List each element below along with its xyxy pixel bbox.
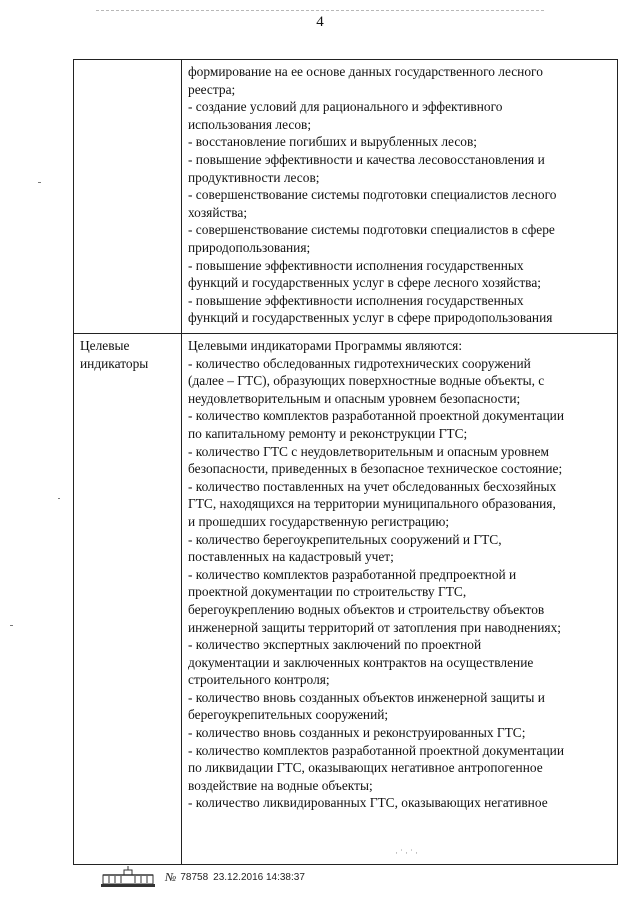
doc-timestamp: 23.12.2016 14:38:37 (213, 871, 305, 883)
text-line: и прошедших государственную регистрацию; (188, 513, 450, 529)
text-line: воздействие на водные объекты; (188, 777, 373, 793)
text-line: - количество вновь созданных объектов инженерной защиты и (188, 689, 545, 705)
text-line: - совершенствование системы подготовки специалистов лесного (188, 187, 557, 203)
text-line: безопасности, приведенных в безопасное техническое состояние; (188, 461, 563, 477)
text-line: реестра; (188, 81, 236, 97)
program-passport-table (73, 59, 618, 865)
text-line: хозяйства; (188, 204, 248, 220)
text-line: - количество поставленных на учет обследованных бесхозяйных (188, 478, 557, 494)
text-line: - повышение эффективности и качества лесовосстановления и (188, 151, 545, 167)
doc-number: 78758 (180, 871, 209, 883)
text-line: поставленных на кадастровый учет; (188, 549, 394, 565)
document-footer (99, 864, 305, 890)
text-line: - повышение эффективности исполнения государственных (188, 257, 524, 273)
text-line: - восстановление погибших и вырубленных лесов; (188, 134, 478, 150)
row-content-target-indicators (182, 334, 618, 865)
text-line: документации и заключенных контрактов на осуществление (188, 654, 534, 670)
margin-mark (38, 182, 41, 183)
table-row-goals (74, 60, 618, 334)
text-line: использования лесов; (188, 116, 312, 132)
text-line: функций и государственных услуг в сфере природопользования (188, 310, 553, 326)
text-line: - создание условий для рационального и эффективного (188, 99, 503, 115)
scan-speck: ·˙·˙· (395, 848, 420, 858)
margin-mark (10, 625, 13, 626)
text-line: строительного контроля; (188, 672, 330, 688)
text-line: - количество комплектов разработанной предпроектной и (188, 566, 517, 582)
top-scan-rule (96, 10, 544, 11)
text-line: - количество берегоукрепительных сооружений и ГТС, (188, 531, 502, 547)
text-line: продуктивности лесов; (188, 169, 320, 185)
text-line: функций и государственных услуг в сфере лесного хозяйства; (188, 275, 541, 291)
text-line: неудовлетворительным и опасным уровнем безопасности; (188, 390, 521, 406)
text-line: - совершенствование системы подготовки специалистов в сфере (188, 222, 555, 238)
text-line: ГТС, находящихся на территории муниципального образования, (188, 496, 556, 512)
doc-number-symbol: № (165, 869, 177, 884)
row-label-target-indicators (74, 334, 182, 865)
text-line: проектной документации по строительству ГТС, (188, 584, 467, 600)
text-line: (далее – ГТС), образующих поверхностные водные объекты, с (188, 373, 545, 389)
text-line: - количество комплектов разработанной проектной документации (188, 742, 564, 758)
label-line: Целевые (80, 338, 130, 353)
text-line: природопользования; (188, 239, 311, 255)
text-line: инженерной защиты территорий от затопления при наводнениях; (188, 619, 561, 635)
text-line: - количество обследованных гидротехнических сооружений (188, 355, 531, 371)
text-line: - количество ГТС с неудовлетворительным и опасным уровнем (188, 443, 549, 459)
page-number: 4 (316, 14, 324, 30)
text-line: - количество комплектов разработанной проектной документации (188, 408, 564, 424)
row-content-goals (182, 60, 618, 334)
text-line: по ликвидации ГТС, оказывающих негативное антропогенное (188, 760, 543, 776)
text-line: формирование на ее основе данных государственного лесного (188, 64, 543, 79)
text-line: - количество экспертных заключений по проектной (188, 637, 482, 653)
text-line: по капитальному ремонту и реконструкции ГТС; (188, 425, 468, 441)
text-line: - количество вновь созданных и реконструированных ГТС; (188, 725, 526, 741)
text-line: берегоукреплению водных объектов и строительству объектов (188, 601, 545, 617)
table-row-target-indicators (74, 334, 618, 865)
building-logo-icon (99, 865, 157, 889)
text-line: - повышение эффективности исполнения государственных (188, 292, 524, 308)
text-line: Целевыми индикаторами Программы являются: (188, 338, 463, 353)
text-line: - количество ликвидированных ГТС, оказывающих негативное (188, 795, 548, 811)
text-line: берегоукрепительных сооружений; (188, 707, 389, 723)
margin-mark (58, 498, 60, 499)
label-line: индикаторы (80, 355, 149, 371)
row-label-empty (74, 60, 182, 334)
